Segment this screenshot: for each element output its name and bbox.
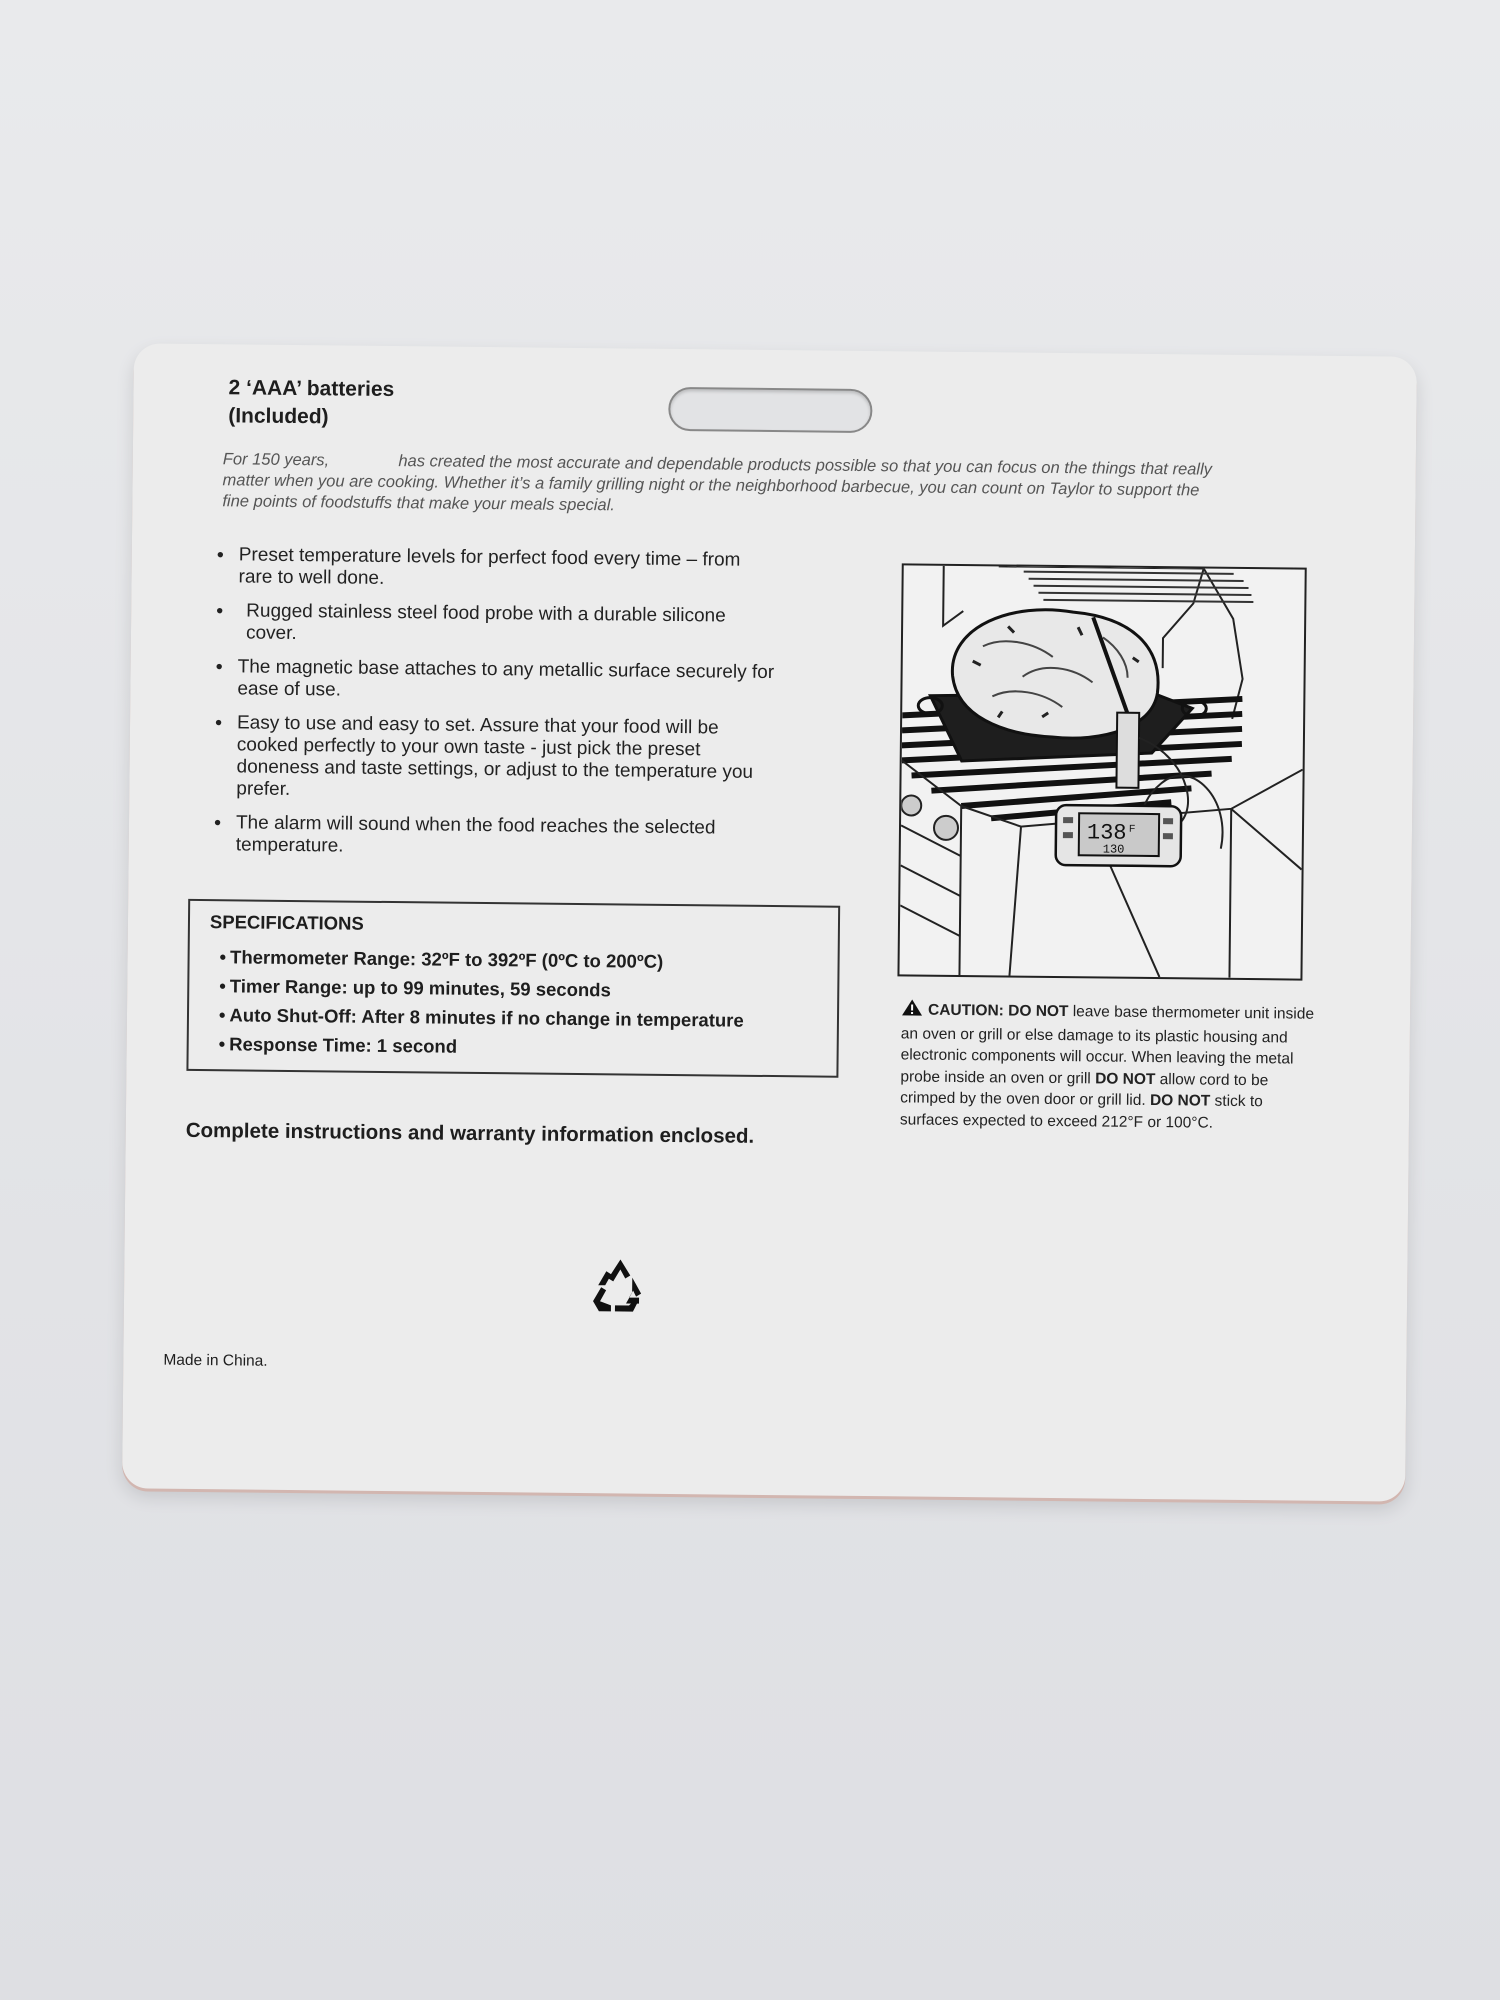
packaging-card xyxy=(122,343,1417,1501)
instructions-note: Complete instructions and warranty information enclosed. xyxy=(185,1118,755,1148)
spec-item: • Timer Range: up to 99 minutes, 59 seconds xyxy=(219,975,611,1001)
feature-item: • Preset temperature levels for perfect food every time – from rare to well done. xyxy=(216,544,776,594)
specifications-box xyxy=(186,899,840,1078)
caution-label: CAUTION: xyxy=(928,1001,1004,1020)
caution-do-not: DO NOT xyxy=(1149,1091,1211,1110)
batteries-line-1: 2 ‘AAA’ batteries xyxy=(228,376,395,402)
grill-drawing xyxy=(899,565,1304,978)
display-unit: F xyxy=(1128,823,1136,835)
recycle-icon xyxy=(589,1255,652,1318)
batteries-note xyxy=(228,374,394,432)
hang-hole xyxy=(668,387,872,433)
feature-item: • Rugged stainless steel food probe with a durable silicone cover. xyxy=(216,600,776,650)
display-target-temp: 130 xyxy=(1102,842,1125,857)
specifications-title: SPECIFICATIONS xyxy=(209,911,364,934)
caution-do-not: DO NOT xyxy=(1095,1069,1156,1088)
caution-text-2: allow cord to be crimped by the oven door or grill lid. xyxy=(900,1070,1269,1109)
spec-item-text: Response Time: 1 second xyxy=(229,1033,458,1057)
feature-item: • Easy to use and easy to set. Assure that your food will be cooked perfectly to your own taste - just pick the preset doneness and taste settings, or adjust to the temperature you prefer. xyxy=(214,712,775,806)
intro-part-2: has created the most accurate and dependable products possible so that you can focus on the things that really matter when you are cooking. Whether it’s a family grilling night or the neighborhood barbecue, you can count on Taylor to support the fine points of foodstuffs that make your meals special. xyxy=(222,452,1213,515)
caution-note xyxy=(900,998,1321,1134)
warning-triangle-icon xyxy=(901,998,923,1023)
grill-illustration xyxy=(897,563,1306,980)
intro-paragraph xyxy=(222,449,1223,522)
spec-item: • Response Time: 1 second xyxy=(218,1033,458,1057)
display-main-temp: 138 xyxy=(1086,820,1127,846)
caution-text-3: stick to surfaces expected to exceed 212°F or 100°C. xyxy=(899,1092,1263,1132)
feature-item: • The alarm will sound when the food reaches the selected temperature. xyxy=(214,812,774,862)
spec-item-text: Thermometer Range: 32ºF to 392ºF (0ºC to 200ºC) xyxy=(229,946,664,972)
origin-label: Made in China. xyxy=(163,1351,268,1370)
caution-text-1: leave base thermometer unit inside an oven or grill or else damage to its plastic housing and electronic components will occur. When leaving the metal probe inside an oven or grill xyxy=(900,1003,1315,1087)
batteries-line-2: (Included) xyxy=(228,404,329,429)
spec-item-text: Timer Range: up to 99 minutes, 59 seconds xyxy=(229,975,611,1001)
spec-item: • Auto Shut-Off: After 8 minutes if no change in temperature xyxy=(218,1004,744,1031)
intro-part-1: For 150 years, xyxy=(222,450,330,470)
spec-item-text: Auto Shut-Off: After 8 minutes if no change in temperature xyxy=(229,1004,744,1031)
caution-do-not: DO NOT xyxy=(1008,1002,1069,1021)
feature-list xyxy=(214,544,777,874)
spec-item: • Thermometer Range: 32ºF to 392ºF (0ºC to 200ºC) xyxy=(219,946,664,972)
feature-item: • The magnetic base attaches to any metallic surface securely for ease of use. xyxy=(215,656,775,706)
